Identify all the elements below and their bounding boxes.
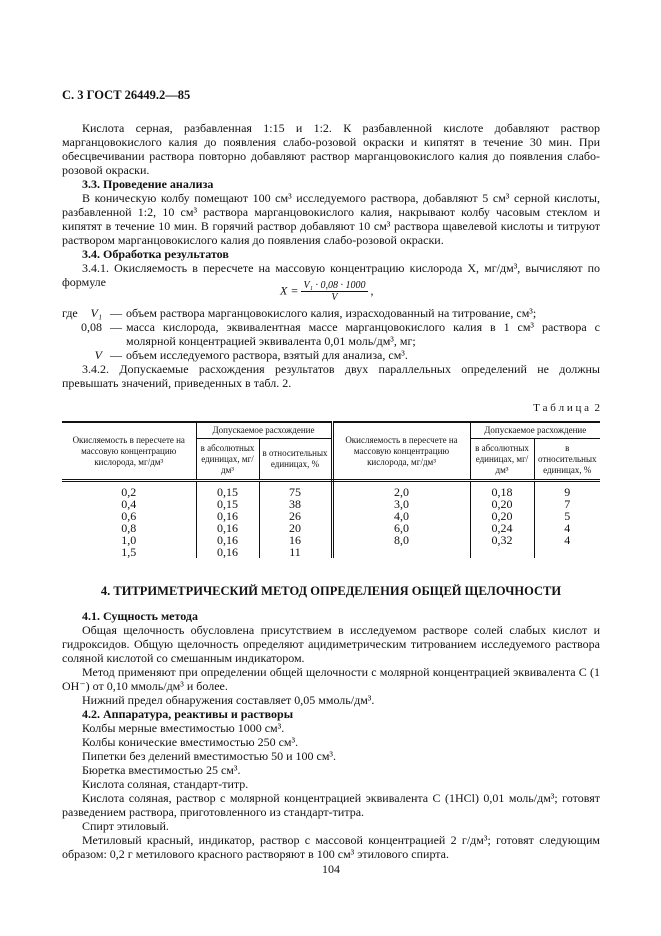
section-4-title: 4. ТИТРИМЕТРИЧЕСКИЙ МЕТОД ОПРЕДЕЛЕНИЯ ОБЩЕЙ ЩЕЛОЧНОСТИ: [100, 584, 562, 598]
table-cell: 0,32: [470, 534, 534, 546]
legend-lead: где: [62, 306, 78, 320]
legend-row: [62, 306, 600, 320]
legend-row: [62, 348, 600, 362]
legend-symbol: V: [94, 348, 102, 362]
col-header-rel: в относительных единицах, %: [534, 439, 600, 481]
table-cell: 0,4: [121, 497, 137, 511]
table-row: [62, 522, 600, 534]
table-cell: 0,15: [196, 498, 259, 510]
legend-text: объем раствора марганцовокислого калия, израсходованный на титрование, см³;: [126, 306, 537, 320]
page-number: 104: [322, 862, 340, 876]
col-header-main: Окисляемость в пересчете на массовую концентрацию кислорода, мг/дм³: [332, 422, 470, 481]
heading-3-3: 3.3. Проведение анализа: [82, 177, 214, 191]
table-cell: 20: [259, 522, 332, 534]
legend-dash: —: [110, 348, 122, 362]
table-caption: Т а б л и ц а 2: [533, 402, 600, 414]
legend-symbol: V₁: [90, 306, 102, 320]
table-cell: 9: [534, 481, 600, 499]
col-header-abs: в абсолютных единицах, мг/дм³: [470, 439, 534, 481]
paragraph-3-4-2: 3.4.2. Допускаемые расхождения результатов двух параллельных определений не должны превышать значений, приведенных в табл. 2.: [62, 362, 600, 390]
paragraph: Кислота серная, разбавленная 1:15 и 1:2. К разбавленной кислоте добавляют раствор марганцовокислого калия до появления слабо-розовой окраски и кипятят в течение 30 мин. При обесцвечивании раствора повторно добавляют раствор марганцовокислого калия до появления слабо-розовой окраски.: [62, 121, 600, 177]
col-header-abs: в абсолютных единицах, мг/дм³: [196, 439, 259, 481]
table-cell: 16: [259, 534, 332, 546]
formula-fraction: [301, 280, 367, 303]
apparatus-list: [62, 721, 600, 861]
table-cell: 0,16: [196, 534, 259, 546]
list-item: Спирт этиловый.: [82, 819, 169, 833]
table-cell: 4,0: [332, 510, 470, 522]
list-item: Колбы мерные вместимостью 1000 см³.: [82, 721, 285, 735]
table-cell: 0,16: [196, 546, 259, 558]
col-header-main: Окисляемость в пересчете на массовую концентрацию кислорода, мг/дм³: [62, 422, 196, 481]
table-cell: [470, 546, 534, 558]
table-cell: 0,16: [196, 522, 259, 534]
formula-denominator: V: [331, 292, 338, 303]
legend-text: объем исследуемого раствора, взятый для анализа, см³.: [126, 348, 408, 362]
formula-legend: [62, 306, 600, 362]
table-cell: 26: [259, 510, 332, 522]
list-item: Бюретка вместимостью 25 см³.: [82, 763, 241, 777]
section-3-2-text: [62, 121, 600, 289]
legend-dash: —: [110, 320, 122, 334]
paragraph: В коническую колбу помещают 100 см³ исследуемого раствора, добавляют 5 см³ серной кислоты, разбавленной 1:2, 10 см³ раствора марганцовокислого калия, накрывают колбу часовым стеклом и кипятят в течение 10 мин. В горячий раствор добавляют 10 см³ раствора щавелевой кислоты и титруют раствором марганцовокислого калия до появления слабо-розовой окраски.: [62, 191, 600, 247]
table-cell: 75: [259, 481, 332, 499]
page-header: С. 3 ГОСТ 26449.2—85: [62, 88, 191, 102]
table-cell: 0,16: [196, 510, 259, 522]
legend-text: масса кислорода, эквивалентная массе марганцовокислого калия в 1 см³ раствора с молярной концентрацией эквивалента 0,01 моль/дм³, мг;: [126, 320, 600, 348]
paragraph-3-4-1: 3.4.1. Окисляемость в пересчете на массовую концентрацию кислорода X, мг/дм³, вычисляют по формуле: [62, 261, 600, 289]
table-cell: 4: [534, 534, 600, 546]
list-item: Колбы конические вместимостью 250 см³.: [82, 735, 299, 749]
table-cell: 1,0: [121, 533, 137, 547]
formula-tail: ,: [370, 283, 374, 298]
table-cell: 11: [259, 546, 332, 558]
table-2: [62, 421, 600, 558]
list-item: Кислота соляная, стандарт-титр.: [82, 777, 249, 791]
table-cell: 3,0: [332, 498, 470, 510]
list-item: Метиловый красный, индикатор, раствор с массовой концентрацией 2 г/дм³; готовят следующим образом: 0,2 г метилового красного растворяют в 100 см³ этилового спирта.: [62, 833, 600, 861]
formula-lhs: X =: [280, 283, 299, 298]
paragraph: Метод применяют при определении общей щелочности с молярной концентрацией эквивалента C (1 OH⁻) от 0,10 ммоль/дм³ и более.: [62, 665, 600, 693]
heading-4-1: 4.1. Сущность метода: [82, 609, 198, 623]
list-item: Пипетки без делений вместимостью 50 и 100 см³.: [82, 749, 337, 763]
table-row: [62, 510, 600, 522]
col-header-rel: в относительных единицах, %: [259, 439, 332, 481]
paragraph: Нижний предел обнаружения составляет 0,05 ммоль/дм³.: [82, 693, 375, 707]
list-item: Кислота соляная, раствор с молярной концентрацией эквивалента C (1HCl) 0,01 моль/дм³; готовят разведением раствора, приготовленного из стандарт-титра.: [62, 791, 600, 819]
formula: [280, 280, 374, 303]
table-cell: 1,5: [121, 545, 137, 559]
table-cell: 0,20: [470, 510, 534, 522]
paragraph-3-4-2-wrap: [62, 362, 600, 390]
table-row: [62, 481, 600, 499]
table-cell: 38: [259, 498, 332, 510]
col-header-group: Допускаемое расхождение: [470, 422, 600, 439]
table-cell: 8,0: [332, 534, 470, 546]
table-cell: 0,8: [121, 521, 137, 535]
section-4-text: [62, 609, 600, 861]
table-cell: 7: [534, 498, 600, 510]
table-row: [62, 498, 600, 510]
table-cell: 5: [534, 510, 600, 522]
paragraph: Общая щелочность обусловлена присутствием в исследуемом растворе солей слабых кислот и гидроксидов. Общую щелочность определяют ацидиметрическим титрованием исследуемого раствора соляной кислотой со смешанным индикатором.: [62, 623, 600, 665]
table-cell: 6,0: [332, 522, 470, 534]
table-cell: 0,20: [470, 498, 534, 510]
heading-4-2: 4.2. Аппаратура, реактивы и растворы: [82, 707, 294, 721]
table-cell: [534, 546, 600, 558]
table-cell: [332, 546, 470, 558]
table-cell: 0,15: [196, 481, 259, 499]
table-cell: 0,18: [470, 481, 534, 499]
heading-3-4: 3.4. Обработка результатов: [82, 247, 229, 261]
legend-row: [62, 320, 600, 348]
table-row: [62, 534, 600, 546]
table-cell: 0,24: [470, 522, 534, 534]
legend-symbol: 0,08: [81, 320, 102, 334]
col-header-group: Допускаемое расхождение: [196, 422, 332, 439]
table-cell: 0,2: [121, 485, 137, 499]
table-cell: 2,0: [332, 481, 470, 499]
table-cell: 4: [534, 522, 600, 534]
table-row: [62, 546, 600, 558]
formula-numerator: V₁ · 0,08 · 1000: [303, 280, 366, 291]
table-cell: 0,6: [121, 509, 137, 523]
legend-dash: —: [110, 306, 122, 320]
